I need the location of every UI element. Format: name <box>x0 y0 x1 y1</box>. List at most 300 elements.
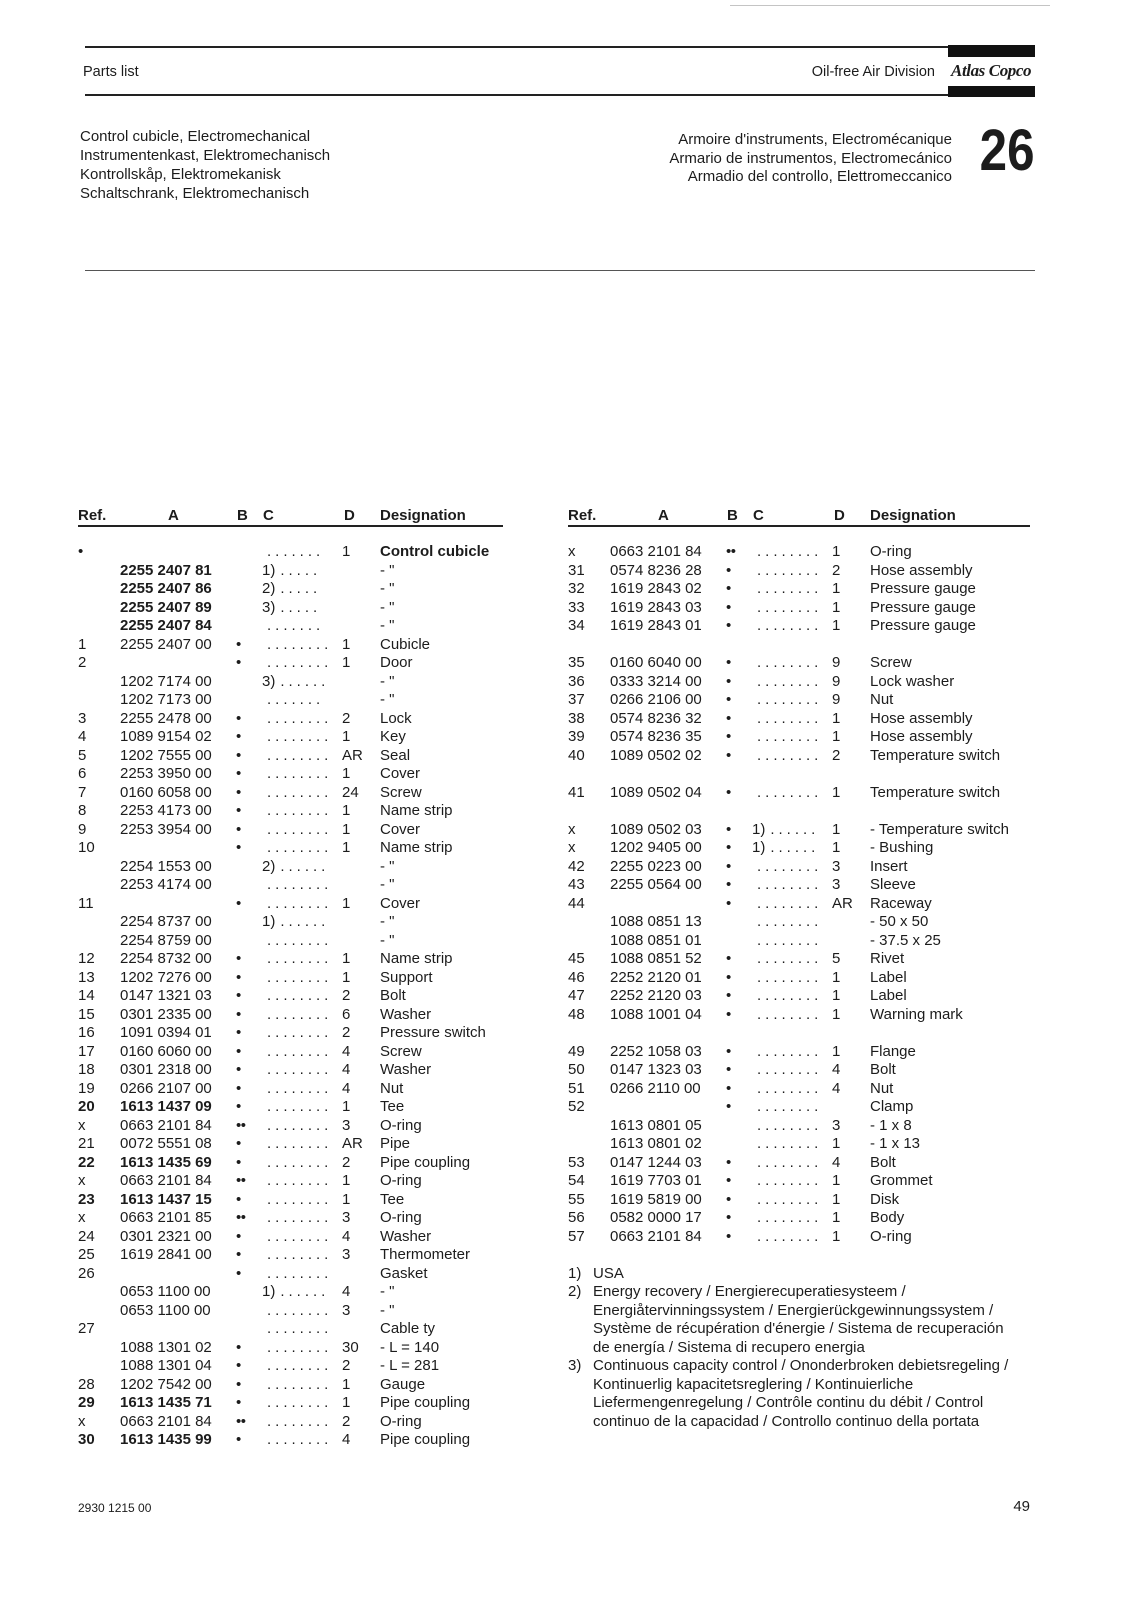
quantity: 1 <box>832 1172 841 1189</box>
table-row <box>78 728 548 747</box>
section-label: Parts list <box>83 64 139 80</box>
part-number: 1613 0801 02 <box>610 1135 702 1152</box>
table-header <box>568 506 1048 525</box>
variant-bullet: • <box>726 654 731 671</box>
part-number: 1089 0502 03 <box>610 820 702 838</box>
quantity: 6 <box>342 1005 351 1023</box>
column-c-cell <box>752 784 822 803</box>
part-number: 1202 9405 00 <box>610 839 702 856</box>
designation: - " <box>380 931 395 949</box>
dot-leader: ........ <box>267 765 333 782</box>
ref-number: 9 <box>78 820 87 838</box>
blank-row <box>568 1024 1048 1043</box>
dot-leader: ........ <box>757 1079 823 1097</box>
ref-number: 31 <box>568 561 585 579</box>
column-c-cell <box>752 562 822 581</box>
dot-leader: ........ <box>757 1098 823 1115</box>
table-row <box>78 1043 548 1062</box>
designation: - " <box>380 913 395 930</box>
header-top-rule <box>85 46 948 48</box>
variant-bullet: • <box>236 820 241 838</box>
table-row <box>568 895 1048 914</box>
table-row <box>78 969 548 988</box>
part-number: 2252 2120 03 <box>610 987 702 1004</box>
column-c-cell <box>752 895 822 914</box>
designation: Pipe coupling <box>380 1153 471 1171</box>
column-c-cell <box>262 1098 332 1117</box>
quantity: 1 <box>832 728 841 745</box>
header-bottom-rule <box>85 94 948 96</box>
column-c-cell <box>752 691 822 710</box>
column-c-cell <box>752 617 822 636</box>
part-number: 2254 8737 00 <box>120 913 212 930</box>
column-c-cell <box>262 858 329 877</box>
part-number: 1088 1301 02 <box>120 1338 212 1356</box>
column-c-cell <box>752 1228 822 1247</box>
ref-number: 13 <box>78 968 95 986</box>
table-row <box>568 969 1048 988</box>
column-c-cell <box>262 895 332 914</box>
table-row <box>568 747 1048 766</box>
dot-leader: ........ <box>267 931 333 949</box>
ref-number: 26 <box>78 1264 95 1282</box>
column-header-ref: Ref. <box>568 507 597 524</box>
dot-leader: ........ <box>757 1042 823 1060</box>
variant-bullet: •• <box>236 1172 246 1189</box>
table-row <box>78 950 548 969</box>
table-row <box>78 1006 548 1025</box>
table-row <box>78 1228 548 1247</box>
table-row <box>78 1172 548 1191</box>
dot-leader: ........ <box>267 1264 333 1282</box>
dot-leader: ...... <box>280 1283 330 1300</box>
column-c-cell <box>752 821 819 840</box>
dot-leader: ........ <box>757 617 823 634</box>
footnote-mark: 1) <box>568 1264 582 1282</box>
quantity: 1 <box>832 617 841 634</box>
dot-leader: ........ <box>757 1190 823 1208</box>
column-c-cell <box>262 1320 332 1339</box>
ref-number: 16 <box>78 1024 95 1041</box>
dot-leader: ........ <box>757 894 823 912</box>
designation: Tee <box>380 1190 405 1208</box>
part-number: 0266 2106 00 <box>610 691 702 708</box>
table-row <box>78 599 548 618</box>
column-c-cell <box>262 950 332 969</box>
dot-leader: ........ <box>267 1227 333 1245</box>
variant-bullet: • <box>726 783 731 801</box>
table-row <box>78 710 548 729</box>
designation: Screw <box>870 654 912 671</box>
ref-number: 45 <box>568 950 585 967</box>
column-c-cell <box>262 654 332 673</box>
scan-edge-line <box>730 5 1050 6</box>
table-row <box>568 543 1048 562</box>
part-number: 0072 5551 08 <box>120 1135 212 1152</box>
quantity: 2 <box>342 987 351 1004</box>
designation: Pressure gauge <box>870 598 976 616</box>
column-c-cell <box>262 987 332 1006</box>
variant-bullet: • <box>726 1209 731 1226</box>
part-number: 1088 0851 52 <box>610 950 702 967</box>
part-number: 2252 2120 01 <box>610 968 702 986</box>
column-c-cell <box>752 1098 822 1117</box>
designation: - 37.5 x 25 <box>870 931 941 949</box>
footnote-ref: 1) <box>262 561 276 579</box>
quantity: 1 <box>342 820 351 838</box>
designation: Pipe coupling <box>380 1431 471 1448</box>
designation: Name strip <box>380 802 453 819</box>
quantity: 1 <box>832 839 841 856</box>
dot-leader: ........ <box>267 802 333 819</box>
variant-bullet: • <box>236 1098 241 1115</box>
quantity: 2 <box>342 709 351 727</box>
dot-leader: ...... <box>280 857 330 875</box>
part-number: 0147 1244 03 <box>610 1153 702 1171</box>
designation: - 1 x 8 <box>870 1116 912 1134</box>
dot-leader: ....... <box>267 543 325 560</box>
designation: Raceway <box>870 894 932 912</box>
table-row <box>568 858 1048 877</box>
designation: Tee <box>380 1098 405 1115</box>
designation: Nut <box>870 691 894 708</box>
part-number: 2253 3954 00 <box>120 820 212 838</box>
column-c-cell <box>752 728 822 747</box>
quantity: 3 <box>342 1209 351 1226</box>
table-row <box>78 691 548 710</box>
column-c-cell <box>752 1154 822 1173</box>
designation: - " <box>380 1283 395 1300</box>
designation: Nut <box>870 1079 894 1097</box>
ref-number: x <box>568 820 576 838</box>
column-c-cell <box>262 747 332 766</box>
column-c-cell <box>262 839 332 858</box>
table-row <box>78 1431 548 1450</box>
part-number: 2255 2407 89 <box>120 598 212 616</box>
table-row <box>568 562 1048 581</box>
ref-number: 2 <box>78 654 87 671</box>
logo-bar-top <box>948 45 1035 57</box>
table-row <box>78 1061 548 1080</box>
part-number: 0663 2101 84 <box>120 1116 212 1134</box>
table-row <box>78 580 548 599</box>
dot-leader: ........ <box>757 728 823 745</box>
quantity: 30 <box>342 1338 359 1356</box>
dot-leader: ........ <box>757 913 823 930</box>
dot-leader: ........ <box>757 561 823 579</box>
footnote-text: Energy recovery / Energierecuperatiesysteem / <box>593 1283 906 1300</box>
variant-bullet: • <box>236 987 241 1004</box>
column-c-cell <box>752 710 822 729</box>
table-row <box>78 895 548 914</box>
quantity: 3 <box>342 1246 351 1263</box>
footnote-ref: 1) <box>752 820 766 838</box>
dot-leader: ........ <box>757 950 823 967</box>
quantity: 1 <box>832 968 841 986</box>
ref-number: • <box>78 543 84 560</box>
variant-bullet: • <box>236 1005 241 1023</box>
table-row <box>78 1246 548 1265</box>
ref-number: 29 <box>78 1394 95 1411</box>
table-row <box>568 1006 1048 1025</box>
dot-leader: ........ <box>757 1153 823 1171</box>
variant-bullet: • <box>726 987 731 1004</box>
variant-bullet: • <box>726 839 731 856</box>
footnote-ref: 3) <box>262 672 276 690</box>
designation: Warning mark <box>870 1005 963 1023</box>
quantity: 3 <box>832 1116 841 1134</box>
designation: Lock <box>380 709 412 727</box>
ref-number: 38 <box>568 709 585 727</box>
variant-bullet: • <box>236 1190 241 1208</box>
dot-leader: ........ <box>267 1375 333 1393</box>
column-c-cell <box>262 1024 332 1043</box>
dot-leader: ........ <box>267 635 333 653</box>
part-number: 0653 1100 00 <box>120 1301 211 1319</box>
variant-bullet: •• <box>236 1209 246 1226</box>
designation: Cubicle <box>380 635 431 653</box>
section-number: 26 <box>980 118 1035 183</box>
designation: Insert <box>870 857 908 875</box>
table-row <box>78 1080 548 1099</box>
footnote-text: Energiåtervinningssystem / Energierückgewinnungssystem / <box>593 1301 994 1319</box>
part-number: 0663 2101 84 <box>120 1412 212 1430</box>
quantity: 3 <box>832 876 841 893</box>
ref-number: 36 <box>568 672 585 690</box>
dot-leader: ........ <box>267 1394 333 1411</box>
dot-leader: ........ <box>757 876 823 893</box>
part-number: 0574 8236 32 <box>610 709 702 727</box>
footnote-text: USA <box>593 1264 624 1282</box>
table-row <box>78 1394 548 1413</box>
ref-number: 10 <box>78 839 95 856</box>
quantity: 1 <box>832 1042 841 1060</box>
variant-bullet: • <box>726 709 731 727</box>
table-row <box>568 1191 1048 1210</box>
variant-bullet: • <box>726 672 731 690</box>
column-header-c: C <box>753 507 764 524</box>
variant-bullet: • <box>236 1394 241 1411</box>
ref-number: 1 <box>78 635 87 653</box>
quantity: 4 <box>832 1061 841 1078</box>
dot-leader: ........ <box>267 1098 333 1115</box>
dot-leader: ........ <box>267 1412 333 1430</box>
designation: Key <box>380 728 406 745</box>
column-header-designation: Designation <box>380 507 466 524</box>
designation: O-ring <box>380 1116 422 1134</box>
ref-number: 32 <box>568 580 585 597</box>
quantity: 4 <box>342 1079 351 1097</box>
designation: - Bushing <box>870 839 934 856</box>
title-line: Instrumentenkast, Elektromechanisch <box>80 147 331 164</box>
designation: Hose assembly <box>870 709 973 727</box>
variant-bullet: • <box>236 1338 241 1356</box>
blank-row <box>568 765 1048 784</box>
table-row <box>568 784 1048 803</box>
page-number: 49 <box>1013 1498 1030 1515</box>
dot-leader: ........ <box>267 987 333 1004</box>
quantity: 1 <box>832 543 841 560</box>
variant-bullet: • <box>726 580 731 597</box>
dot-leader: ........ <box>267 839 333 856</box>
column-header-ref: Ref. <box>78 507 107 524</box>
table-row <box>78 636 548 655</box>
variant-bullet: • <box>236 728 241 745</box>
designation: Hose assembly <box>870 561 973 579</box>
column-header-a: A <box>168 507 179 524</box>
part-number: 0147 1323 03 <box>610 1061 702 1078</box>
designation: O-ring <box>380 1412 422 1430</box>
ref-number: 21 <box>78 1135 95 1152</box>
division-label: Oil-free Air Division <box>811 64 935 80</box>
column-c-cell <box>262 876 332 895</box>
table-row <box>78 1320 548 1339</box>
variant-bullet: • <box>236 1375 241 1393</box>
column-header-designation: Designation <box>870 507 956 524</box>
part-number: 1202 7276 00 <box>120 968 212 986</box>
table-row <box>78 1302 548 1321</box>
quantity: 1 <box>342 1394 351 1411</box>
quantity: 4 <box>342 1283 351 1300</box>
designation: - 50 x 50 <box>870 913 929 930</box>
dot-leader: ........ <box>267 1005 333 1023</box>
part-number: 1613 1437 15 <box>120 1190 212 1208</box>
table-row <box>78 1265 548 1284</box>
dot-leader: ........ <box>757 783 823 801</box>
variant-bullet: • <box>236 1153 241 1171</box>
quantity: 24 <box>342 783 359 801</box>
dot-leader: ........ <box>757 1209 823 1226</box>
ref-number: 40 <box>568 746 585 764</box>
dot-leader: ........ <box>757 931 823 949</box>
ref-number: 7 <box>78 783 87 801</box>
table-row <box>568 710 1048 729</box>
variant-bullet: • <box>726 1172 731 1189</box>
quantity: 1 <box>832 1227 841 1245</box>
designation: Hose assembly <box>870 728 973 745</box>
ref-number: 33 <box>568 598 585 616</box>
variant-bullet: • <box>726 1153 731 1171</box>
part-number: 2254 8732 00 <box>120 950 212 967</box>
part-number: 1619 2843 03 <box>610 598 702 616</box>
quantity: 3 <box>342 1301 351 1319</box>
designation: - " <box>380 876 395 893</box>
variant-bullet: • <box>236 894 241 912</box>
footnote-text: Système de récupération d'énergie / Sistema de recuperación <box>593 1320 1004 1337</box>
table-row <box>568 1098 1048 1117</box>
table-row <box>78 1413 548 1432</box>
designation: Label <box>870 987 907 1004</box>
dot-leader: ........ <box>757 1172 823 1189</box>
ref-number: 22 <box>78 1153 95 1171</box>
quantity: 1 <box>342 894 351 912</box>
designation: O-ring <box>380 1209 422 1226</box>
variant-bullet: • <box>726 1190 731 1208</box>
quantity: 1 <box>342 1172 351 1189</box>
dot-leader: ........ <box>757 857 823 875</box>
footnote-ref: 1) <box>262 1283 276 1300</box>
ref-number: 51 <box>568 1079 585 1097</box>
designation: Seal <box>380 746 411 764</box>
designation: Screw <box>380 1042 422 1060</box>
ref-number: 50 <box>568 1061 585 1078</box>
table-row <box>78 1117 548 1136</box>
column-c-cell <box>752 969 822 988</box>
column-c-cell <box>752 1135 822 1154</box>
designation: Gauge <box>380 1375 426 1393</box>
ref-number: 3 <box>78 709 87 727</box>
column-c-cell <box>262 969 332 988</box>
ref-number: 37 <box>568 691 585 708</box>
ref-number: 49 <box>568 1042 585 1060</box>
quantity: 2 <box>832 561 841 579</box>
footnote-text: Kontinuerlig kapacitetsreglering / Kontinuierliche <box>593 1375 914 1393</box>
part-number: 0574 8236 35 <box>610 728 702 745</box>
column-c-cell <box>262 617 324 636</box>
column-c-cell <box>752 1191 822 1210</box>
column-c-cell <box>752 1209 822 1228</box>
designation: - L = 281 <box>380 1357 440 1374</box>
ref-number: x <box>78 1172 86 1189</box>
designation: Sleeve <box>870 876 916 893</box>
designation: Rivet <box>870 950 905 967</box>
designation: Cover <box>380 894 421 912</box>
ref-number: 6 <box>78 765 87 782</box>
table-row <box>568 821 1048 840</box>
quantity: 9 <box>832 672 841 690</box>
part-number: 0266 2110 00 <box>610 1079 701 1097</box>
column-c-cell <box>752 543 822 562</box>
variant-bullet: • <box>236 654 241 671</box>
designation: Cover <box>380 765 421 782</box>
variant-bullet: • <box>236 1061 241 1078</box>
designation: Pressure gauge <box>870 580 976 597</box>
ref-number: 46 <box>568 968 585 986</box>
column-c-cell <box>752 654 822 673</box>
designation: - " <box>380 672 395 690</box>
table-row <box>78 543 548 562</box>
column-c-cell <box>262 802 332 821</box>
dot-leader: ........ <box>267 783 333 801</box>
variant-bullet: • <box>726 950 731 967</box>
dot-leader: ........ <box>267 1079 333 1097</box>
column-c-cell <box>752 1117 822 1136</box>
column-c-cell <box>752 876 822 895</box>
part-number: 1088 0851 13 <box>610 913 702 930</box>
dot-leader: ........ <box>267 1153 333 1171</box>
table-row <box>78 821 548 840</box>
footnote-text: Continuous capacity control / Ononderbroken debietsregeling / <box>593 1357 1009 1374</box>
column-c-cell <box>752 839 819 858</box>
dot-leader: ...... <box>280 672 330 690</box>
quantity: 3 <box>342 1116 351 1134</box>
part-number: 2253 4173 00 <box>120 802 212 819</box>
part-number: 0574 8236 28 <box>610 561 702 579</box>
ref-number: 30 <box>78 1431 95 1448</box>
column-c-cell <box>262 1339 332 1358</box>
variant-bullet: • <box>726 1079 731 1097</box>
part-number: 2255 2407 84 <box>120 617 212 634</box>
ref-number: 17 <box>78 1042 95 1060</box>
designation: Screw <box>380 783 422 801</box>
part-number: 1613 1435 99 <box>120 1431 212 1448</box>
designation: Washer <box>380 1061 432 1078</box>
table-row <box>78 562 548 581</box>
column-c-cell <box>752 1043 822 1062</box>
variant-bullet: • <box>726 894 731 912</box>
variant-bullet: • <box>236 950 241 967</box>
quantity: AR <box>832 894 853 912</box>
